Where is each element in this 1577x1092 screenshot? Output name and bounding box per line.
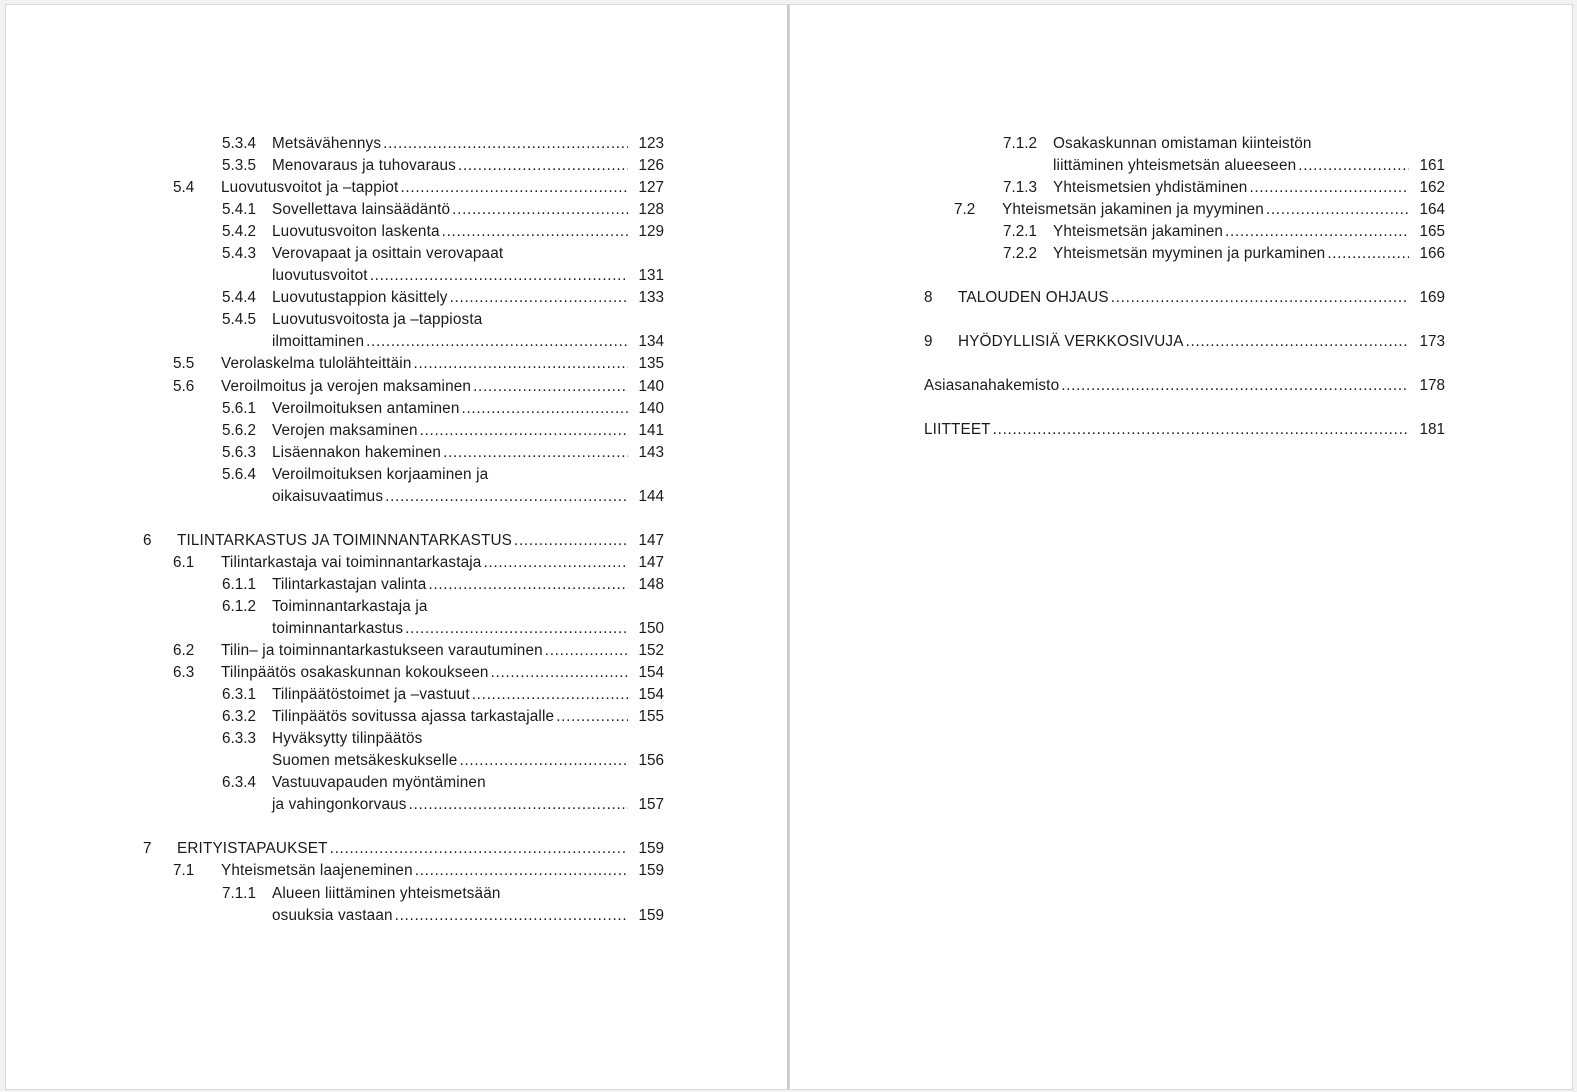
toc-entry[interactable] bbox=[134, 353, 664, 375]
toc-entry-number: 6.2 bbox=[173, 642, 195, 660]
toc-entry[interactable] bbox=[134, 398, 664, 420]
toc-leader-dots bbox=[514, 530, 628, 552]
toc-leader-dots bbox=[443, 442, 628, 464]
toc-entry-number: 6 bbox=[143, 531, 152, 549]
toc-entry-page-number: 140 bbox=[638, 377, 664, 395]
toc-leader-dots bbox=[442, 221, 628, 243]
toc-entry[interactable] bbox=[134, 794, 664, 816]
toc-entry-page-number: 148 bbox=[638, 575, 664, 593]
toc-leader-dots bbox=[1249, 177, 1409, 199]
toc-entry-number: 5.4 bbox=[173, 179, 195, 197]
toc-leader-dots bbox=[993, 419, 1409, 441]
toc-entry-number: 8 bbox=[924, 289, 933, 307]
toc-entry[interactable] bbox=[134, 155, 664, 177]
toc-entry[interactable] bbox=[134, 420, 664, 442]
toc-entry[interactable] bbox=[134, 640, 664, 662]
toc-entry-title: Tilin– ja toiminnantarkastukseen varautuminen bbox=[221, 642, 543, 660]
toc-entry[interactable] bbox=[134, 883, 664, 905]
toc-entry[interactable] bbox=[915, 155, 1445, 177]
toc-entry-page-number: 181 bbox=[1419, 421, 1445, 439]
toc-entry-number: 6.3.4 bbox=[222, 774, 257, 792]
toc-entry-page-number: 133 bbox=[638, 289, 664, 307]
toc-entry[interactable] bbox=[134, 728, 664, 750]
toc-entry-number: 7.1.1 bbox=[222, 884, 257, 902]
toc-entry-page-number: 173 bbox=[1419, 333, 1445, 351]
toc-leader-dots bbox=[462, 398, 629, 420]
toc-entry-page-number: 154 bbox=[638, 686, 664, 704]
toc-entry-page-number: 150 bbox=[638, 619, 664, 637]
toc-entry[interactable] bbox=[134, 442, 664, 464]
toc-leader-dots bbox=[405, 618, 628, 640]
toc-entry-title: Hyväksytty tilinpäätös bbox=[272, 730, 423, 748]
toc-entry-page-number: 131 bbox=[638, 267, 664, 285]
toc-entry-page-number: 166 bbox=[1419, 245, 1445, 263]
toc-leader-dots bbox=[409, 794, 628, 816]
toc-entry[interactable] bbox=[915, 177, 1445, 199]
toc-entry-number: 9 bbox=[924, 333, 933, 351]
toc-entry-title: oikaisuvaatimus bbox=[272, 487, 384, 505]
toc-entry-page-number: 154 bbox=[638, 664, 664, 682]
page-right bbox=[789, 4, 1573, 1090]
toc-entry-title: Menovaraus ja tuhovaraus bbox=[272, 157, 456, 175]
toc-entry[interactable] bbox=[134, 265, 664, 287]
toc-entry-page-number: 164 bbox=[1419, 201, 1445, 219]
toc-entry-page-number: 157 bbox=[638, 796, 664, 814]
toc-entry-page-number: 129 bbox=[638, 223, 664, 241]
toc-entry[interactable] bbox=[134, 552, 664, 574]
toc-entry-number: 5.6.4 bbox=[222, 465, 257, 483]
toc-entry-number: 5.4.5 bbox=[222, 311, 257, 329]
toc-entry-number: 7.2 bbox=[954, 201, 976, 219]
toc-leader-dots bbox=[1327, 243, 1409, 265]
toc-entry-page-number: 147 bbox=[638, 553, 664, 571]
toc-entry-number: 7.1.2 bbox=[1003, 135, 1038, 152]
toc-entry-page-number: 161 bbox=[1419, 157, 1445, 175]
toc-entry-title: Tilinpäätös osakaskunnan kokoukseen bbox=[221, 664, 489, 682]
toc-entry-page-number: 162 bbox=[1419, 179, 1445, 197]
toc-entry-number: 6.3 bbox=[173, 664, 195, 682]
toc-entry-number: 5.4.3 bbox=[222, 245, 257, 263]
toc-leader-dots bbox=[420, 420, 628, 442]
toc-entry-title: Alueen liittäminen yhteismetsään bbox=[272, 884, 501, 902]
toc-entry-number: 5.5 bbox=[173, 355, 195, 373]
toc-list-left bbox=[134, 133, 664, 927]
toc-leader-dots bbox=[483, 552, 628, 574]
toc-entry[interactable] bbox=[134, 662, 664, 684]
toc-entry[interactable] bbox=[134, 750, 664, 772]
toc-leader-dots bbox=[458, 155, 628, 177]
toc-entry-title: Luovutustappion käsittely bbox=[272, 289, 448, 307]
toc-entry[interactable] bbox=[134, 574, 664, 596]
toc-entry-page-number: 165 bbox=[1419, 223, 1445, 241]
toc-entry-title: ERITYISTAPAUKSET bbox=[177, 840, 328, 858]
toc-entry[interactable] bbox=[134, 309, 664, 331]
toc-entry-title: Yhteismetsän jakaminen ja myyminen bbox=[1002, 201, 1264, 219]
toc-entry-page-number: 147 bbox=[638, 531, 664, 549]
toc-entry-title: Suomen metsäkeskukselle bbox=[272, 752, 458, 770]
toc-entry-number: 7.1.3 bbox=[1003, 179, 1038, 197]
toc-leader-dots bbox=[450, 287, 628, 309]
toc-entry-page-number: 143 bbox=[638, 443, 664, 461]
toc-entry-title: Tilintarkastaja vai toiminnantarkastaja bbox=[221, 553, 482, 571]
toc-leader-dots bbox=[452, 199, 628, 221]
toc-entry-title: Asiasanahakemisto bbox=[924, 377, 1060, 395]
toc-leader-dots bbox=[1111, 287, 1409, 309]
toc-entry[interactable] bbox=[134, 905, 664, 927]
toc-entry-number: 6.3.1 bbox=[222, 686, 257, 704]
toc-entry[interactable] bbox=[134, 596, 664, 618]
toc-entry-number: 5.4.2 bbox=[222, 223, 257, 241]
toc-entry-title: Lisäennakon hakeminen bbox=[272, 443, 442, 461]
toc-leader-dots bbox=[400, 177, 628, 199]
toc-entry-title: Tilintarkastajan valinta bbox=[272, 575, 427, 593]
toc-entry-number: 6.3.3 bbox=[222, 730, 257, 748]
toc-entry[interactable] bbox=[134, 221, 664, 243]
toc-entry[interactable] bbox=[915, 287, 1445, 309]
toc-entry[interactable] bbox=[134, 177, 664, 199]
page-left bbox=[5, 4, 789, 1090]
toc-entry-number: 5.3.4 bbox=[222, 135, 257, 152]
toc-entry-number: 7.2.1 bbox=[1003, 223, 1038, 241]
toc-entry-number: 5.4.4 bbox=[222, 289, 257, 307]
toc-entry-title: Yhteismetsän myyminen ja purkaminen bbox=[1053, 245, 1326, 263]
toc-entry-number: 6.1.1 bbox=[222, 575, 257, 593]
toc-entry-number: 6.1.2 bbox=[222, 597, 257, 615]
toc-entry[interactable] bbox=[134, 838, 664, 860]
toc-leader-dots bbox=[1061, 375, 1409, 397]
toc-entry-title: Veroilmoituksen antaminen bbox=[272, 399, 460, 417]
toc-entry-title: Vastuuvapauden myöntäminen bbox=[272, 774, 486, 792]
toc-entry-page-number: 155 bbox=[638, 708, 664, 726]
toc-leader-dots bbox=[1298, 155, 1409, 177]
toc-entry[interactable] bbox=[134, 530, 664, 552]
toc-leader-dots bbox=[545, 640, 628, 662]
toc-entry[interactable] bbox=[915, 199, 1445, 221]
toc-entry-number: 5.6 bbox=[173, 377, 195, 395]
toc-entry[interactable] bbox=[915, 331, 1445, 353]
toc-entry[interactable] bbox=[134, 684, 664, 706]
toc-entry-page-number: 127 bbox=[638, 179, 664, 197]
toc-entry-title: Verolaskelma tulolähteittäin bbox=[221, 355, 412, 373]
toc-entry-page-number: 134 bbox=[638, 333, 664, 351]
toc-entry-number: 5.4.1 bbox=[222, 201, 257, 219]
toc-entry-title: Osakaskunnan omistaman kiinteistön bbox=[1053, 135, 1312, 152]
toc-entry-page-number: 141 bbox=[638, 421, 664, 439]
toc-entry-title: Tilinpäätöstoimet ja –vastuut bbox=[272, 686, 470, 704]
toc-entry-number: 5.6.2 bbox=[222, 421, 257, 439]
toc-entry-number: 6.3.2 bbox=[222, 708, 257, 726]
toc-leader-dots bbox=[415, 860, 628, 882]
toc-list-right bbox=[915, 133, 1445, 441]
toc-entry-page-number: 144 bbox=[638, 487, 664, 505]
toc-entry-number: 7.2.2 bbox=[1003, 245, 1038, 263]
toc-entry-title: Yhteismetsän laajeneminen bbox=[221, 862, 413, 880]
toc-entry-page-number: 152 bbox=[638, 642, 664, 660]
toc-entry-title: Sovellettava lainsäädäntö bbox=[272, 201, 451, 219]
toc-leader-dots bbox=[428, 574, 628, 596]
toc-entry-title: ja vahingonkorvaus bbox=[272, 796, 407, 814]
toc-entry-title: Tilinpäätös sovitussa ajassa tarkastajalle bbox=[272, 708, 555, 726]
toc-entry-title: LIITTEET bbox=[924, 421, 991, 439]
toc-entry-page-number: 159 bbox=[638, 862, 664, 880]
toc-leader-dots bbox=[330, 838, 628, 860]
toc-leader-dots bbox=[472, 684, 628, 706]
toc-leader-dots bbox=[366, 331, 628, 353]
toc-entry-title: Metsävähennys bbox=[272, 135, 382, 152]
toc-entry-title: osuuksia vastaan bbox=[272, 906, 393, 924]
toc-entry[interactable] bbox=[134, 618, 664, 640]
toc-entry-number: 7.1 bbox=[173, 862, 195, 880]
toc-entry-title: Verojen maksaminen bbox=[272, 421, 418, 439]
toc-entry-title: luovutusvoitot bbox=[272, 267, 368, 285]
toc-entry[interactable] bbox=[134, 486, 664, 508]
toc-entry-title: ilmoittaminen bbox=[272, 333, 365, 351]
toc-entry[interactable] bbox=[915, 243, 1445, 265]
toc-entry-page-number: 128 bbox=[638, 201, 664, 219]
toc-entry-title: Luovutusvoiton laskenta bbox=[272, 223, 440, 241]
toc-leader-dots bbox=[383, 133, 628, 155]
toc-leader-dots bbox=[385, 486, 628, 508]
toc-leader-dots bbox=[1186, 331, 1409, 353]
toc-entry-page-number: 169 bbox=[1419, 289, 1445, 307]
toc-entry[interactable] bbox=[134, 464, 664, 486]
toc-leader-dots bbox=[459, 750, 628, 772]
toc-entry[interactable] bbox=[915, 375, 1445, 397]
toc-entry-number: 5.3.5 bbox=[222, 157, 257, 175]
toc-entry[interactable] bbox=[915, 133, 1445, 155]
toc-entry[interactable] bbox=[134, 772, 664, 794]
toc-entry-page-number: 140 bbox=[638, 399, 664, 417]
toc-entry-page-number: 178 bbox=[1419, 377, 1445, 395]
toc-entry-page-number: 123 bbox=[638, 135, 664, 152]
toc-entry-title: Veroilmoituksen korjaaminen ja bbox=[272, 465, 489, 483]
toc-entry-title: Veroilmoitus ja verojen maksaminen bbox=[221, 377, 472, 395]
toc-entry-title: liittäminen yhteismetsän alueeseen bbox=[1053, 157, 1297, 175]
toc-entry-title: toiminnantarkastus bbox=[272, 619, 404, 637]
toc-leader-dots bbox=[1266, 199, 1409, 221]
toc-entry-page-number: 135 bbox=[638, 355, 664, 373]
toc-entry-page-number: 156 bbox=[638, 752, 664, 770]
toc-leader-dots bbox=[556, 706, 628, 728]
toc-entry-title: TALOUDEN OHJAUS bbox=[958, 289, 1109, 307]
toc-entry[interactable] bbox=[134, 133, 664, 155]
toc-entry-number: 7 bbox=[143, 840, 152, 858]
toc-leader-dots bbox=[1225, 221, 1409, 243]
toc-entry-title: TILINTARKASTUS JA TOIMINNANTARKASTUS bbox=[177, 531, 513, 549]
toc-leader-dots bbox=[370, 265, 628, 287]
toc-entry[interactable] bbox=[134, 331, 664, 353]
toc-leader-dots bbox=[473, 376, 628, 398]
toc-entry[interactable] bbox=[134, 243, 664, 265]
toc-entry[interactable] bbox=[915, 419, 1445, 441]
toc-entry[interactable] bbox=[134, 376, 664, 398]
toc-entry-title: Toiminnantarkastaja ja bbox=[272, 597, 428, 615]
toc-entry-number: 5.6.3 bbox=[222, 443, 257, 461]
toc-entry-title: Yhteismetsien yhdistäminen bbox=[1053, 179, 1248, 197]
toc-entry[interactable] bbox=[915, 221, 1445, 243]
toc-entry-title: Luovutusvoitot ja –tappiot bbox=[221, 179, 399, 197]
toc-entry-number: 5.6.1 bbox=[222, 399, 257, 417]
toc-entry-page-number: 126 bbox=[638, 157, 664, 175]
toc-leader-dots bbox=[491, 662, 628, 684]
toc-entry-title: Yhteismetsän jakaminen bbox=[1053, 223, 1224, 241]
toc-entry[interactable] bbox=[134, 199, 664, 221]
toc-leader-dots bbox=[414, 353, 628, 375]
toc-leader-dots bbox=[395, 905, 628, 927]
toc-entry-title: Luovutusvoitosta ja –tappiosta bbox=[272, 311, 483, 329]
toc-entry-title: Verovapaat ja osittain verovapaat bbox=[272, 245, 504, 263]
toc-entry[interactable] bbox=[134, 287, 664, 309]
toc-entry-title: HYÖDYLLISIÄ VERKKOSIVUJA bbox=[958, 333, 1184, 351]
toc-entry-page-number: 159 bbox=[638, 906, 664, 924]
toc-entry[interactable] bbox=[134, 860, 664, 882]
toc-entry-page-number: 159 bbox=[638, 840, 664, 858]
toc-entry-number: 6.1 bbox=[173, 553, 195, 571]
toc-entry[interactable] bbox=[134, 706, 664, 728]
